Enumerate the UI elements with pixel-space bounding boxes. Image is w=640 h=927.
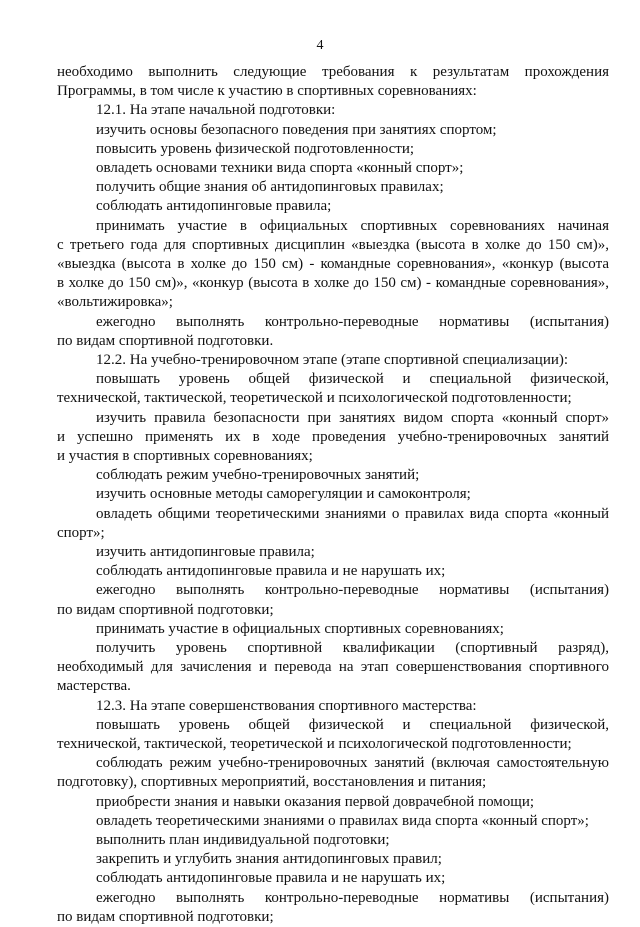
text-line: технической, тактической, теоретической и психологической подготовленности; [57,390,572,407]
text-line: повышать уровень общей физической и специальной физической, [96,371,609,388]
text-line: 12.3. На этапе совершенствования спортивного мастерства: [96,697,477,714]
text-line: овладеть основами техники вида спорта «конный спорт»; [96,160,464,176]
text-line: ежегодно выполнять контрольно-переводные нормативы (испытания) [96,889,609,906]
text-line: овладеть общими теоретическими знаниями о правилах вида спорта «конный [96,505,609,522]
text-line: принимать участие в официальных спортивных соревнованиях; [96,620,504,637]
text-line: соблюдать антидопинговые правила и не нарушать их; [96,563,446,580]
text-line: изучить антидопинговые правила; [96,544,315,560]
text-line: соблюдать режим учебно-тренировочных занятий; [96,467,420,484]
text-line: 12.1. На этапе начальной подготовки: [96,102,336,119]
text-line: необходимый для зачисления и перевода на этап совершенствования спортивного [57,659,609,676]
text-line: ежегодно выполнять контрольно-переводные нормативы (испытания) [96,582,609,599]
text-line: принимать участие в официальных спортивных соревнованиях начиная [96,217,609,234]
text-line: изучить основы безопасного поведения при занятиях спортом; [96,121,497,138]
text-line: необходимо выполнить следующие требования к результатам прохождения [57,64,609,80]
text-line: «выездка (высота в холке до 150 см) - командные соревнования», «конкур (высота [57,256,609,272]
page-number: 4 [316,38,324,53]
text-line: соблюдать антидопинговые правила; [96,198,332,215]
text-line: закрепить и углубить знания антидопинговых правил; [96,851,442,868]
text-line: мастерства. [57,678,131,695]
text-line: подготовку), спортивных мероприятий, восстановления и питания; [57,774,487,791]
text-line: изучить правила безопасности при занятиях видом спорта «конный спорт» [96,409,609,426]
text-line: получить общие знания об антидопинговых правилах; [96,179,444,196]
text-line: и успешно применять их в ходе проведения учебно-тренировочных занятий [57,428,609,445]
text-line: ежегодно выполнять контрольно-переводные нормативы (испытания) [96,313,609,330]
text-line: по видам спортивной подготовки; [57,908,274,925]
text-line: повышать уровень общей физической и специальной физической, [96,716,609,733]
text-line: с третьего года для спортивных дисциплин «выездка (высота в холке до 150 см)», [57,236,609,253]
text-line: повысить уровень физической подготовленности; [96,140,415,157]
text-line: соблюдать режим учебно-тренировочных занятий (включая самостоятельную [96,755,609,772]
text-line: овладеть теоретическими знаниями о правилах вида спорта «конный спорт»; [96,812,589,829]
text-line: Программы, в том числе к участию в спортивных соревнованиях: [57,83,477,100]
text-line: выполнить план индивидуальной подготовки; [96,832,390,848]
text-line: по видам спортивной подготовки; [57,601,274,618]
text-line: спорт»; [57,524,105,541]
text-line: по видам спортивной подготовки. [57,332,274,349]
text-line: изучить основные методы саморегуляции и самоконтроля; [96,486,471,503]
text-line: получить уровень спортивной квалификации (спортивный разряд), [96,640,609,656]
text-line: 12.2. На учебно-тренировочном этапе (этапе спортивной специализации): [96,352,569,368]
text-line: в холке до 150 см)», «конкур (высота в холке до 150 см) - командные соревнования», [57,275,609,292]
text-line: «вольтижировка»; [57,294,173,311]
text-line: соблюдать антидопинговые правила и не нарушать их; [96,870,446,887]
text-line: приобрести знания и навыки оказания первой доврачебной помощи; [96,793,535,810]
text-line: технической, тактической, теоретической и психологической подготовленности; [57,736,572,752]
text-line: и участия в спортивных соревнованиях; [57,448,313,464]
